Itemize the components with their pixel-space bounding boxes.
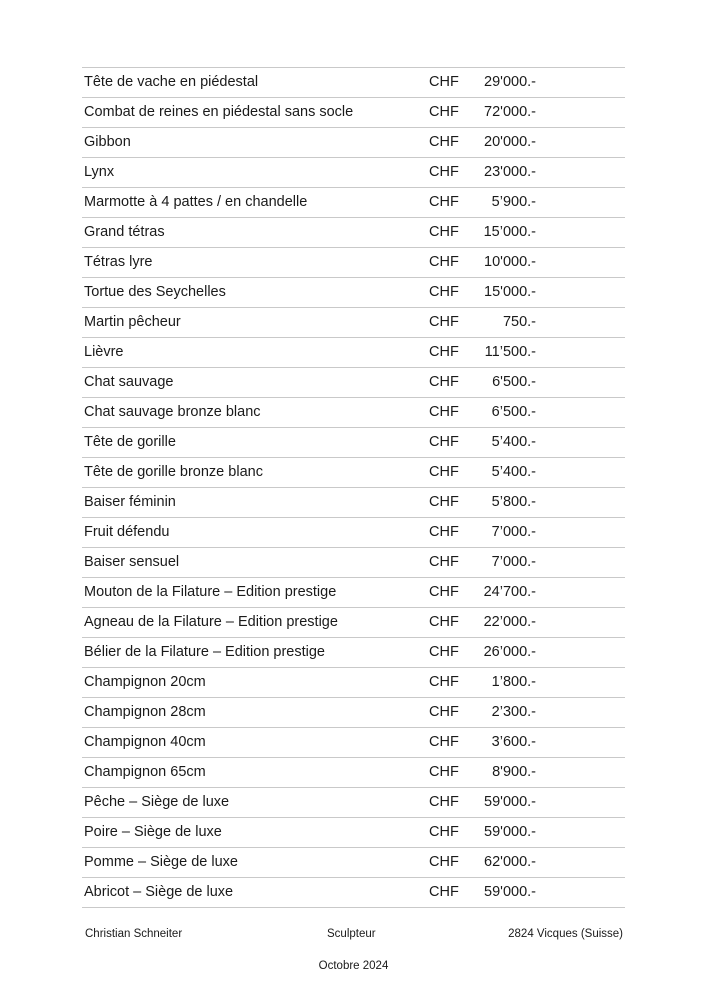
table-row — [82, 578, 625, 608]
item-currency: CHF — [429, 854, 459, 870]
table-row — [82, 698, 625, 728]
item-currency: CHF — [429, 794, 459, 810]
item-currency: CHF — [429, 824, 459, 840]
item-currency: CHF — [429, 884, 459, 900]
table-row — [82, 338, 625, 368]
item-currency: CHF — [429, 524, 459, 540]
item-name: Baiser sensuel — [84, 554, 180, 570]
item-currency: CHF — [429, 584, 459, 600]
item-price: 750.- — [502, 314, 536, 330]
table-row — [82, 608, 625, 638]
item-price: 15’000.- — [483, 224, 536, 240]
item-price: 29'000.- — [484, 74, 536, 90]
table-row — [82, 848, 625, 878]
table-row — [82, 548, 625, 578]
item-price: 24’700.- — [483, 584, 536, 600]
item-name: Champignon 40cm — [84, 734, 206, 750]
table-row — [82, 668, 625, 698]
table-row — [82, 638, 625, 668]
item-price: 1’800.- — [491, 674, 536, 690]
table-row — [82, 188, 625, 218]
item-currency: CHF — [429, 284, 459, 300]
item-price: 6’500.- — [491, 404, 536, 420]
item-price: 26’000.- — [483, 644, 536, 660]
table-row — [82, 788, 625, 818]
item-name: Bélier de la Filature – Edition prestige — [84, 644, 325, 660]
item-name: Lièvre — [84, 344, 124, 360]
item-price: 7’000.- — [491, 554, 536, 570]
item-price: 22’000.- — [483, 614, 536, 630]
table-row — [82, 728, 625, 758]
table-row — [82, 878, 625, 908]
item-currency: CHF — [429, 314, 459, 330]
item-name: Lynx — [84, 164, 115, 180]
item-price: 72'000.- — [484, 104, 536, 120]
item-name: Champignon 65cm — [84, 764, 206, 780]
item-price: 59'000.- — [484, 824, 536, 840]
item-price: 23'000.- — [484, 164, 536, 180]
artist-name: Christian Schneiter — [85, 928, 183, 940]
item-price: 59'000.- — [484, 794, 536, 810]
table-row — [82, 458, 625, 488]
item-price: 5’800.- — [491, 494, 536, 510]
table-row — [82, 278, 625, 308]
table-row — [82, 158, 625, 188]
item-price: 59'000.- — [484, 884, 536, 900]
item-currency: CHF — [429, 344, 459, 360]
item-currency: CHF — [429, 194, 459, 210]
table-row — [82, 428, 625, 458]
table-row — [82, 98, 625, 128]
item-name: Marmotte à 4 pattes / en chandelle — [84, 194, 308, 210]
item-name: Tortue des Seychelles — [84, 284, 226, 300]
table-row — [82, 368, 625, 398]
item-name: Poire – Siège de luxe — [84, 824, 222, 840]
item-currency: CHF — [429, 554, 459, 570]
item-price: 6'500.- — [492, 374, 536, 390]
table-row — [82, 488, 625, 518]
item-name: Combat de reines en piédestal sans socle — [84, 104, 354, 120]
item-currency: CHF — [429, 464, 459, 480]
item-name: Baiser féminin — [84, 494, 176, 510]
item-name: Tête de vache en piédestal — [84, 74, 259, 90]
item-name: Martin pêcheur — [84, 314, 181, 330]
artist-location: 2824 Vicques (Suisse) — [508, 928, 623, 940]
table-row — [82, 758, 625, 788]
item-name: Abricot – Siège de luxe — [84, 884, 234, 900]
item-currency: CHF — [429, 764, 459, 780]
item-currency: CHF — [429, 224, 459, 240]
item-name: Champignon 28cm — [84, 704, 206, 720]
item-price: 5’900.- — [491, 194, 536, 210]
item-name: Tétras lyre — [84, 254, 153, 270]
item-currency: CHF — [429, 494, 459, 510]
table-row — [82, 818, 625, 848]
item-currency: CHF — [429, 404, 459, 420]
table-row — [82, 398, 625, 428]
item-currency: CHF — [429, 254, 459, 270]
item-currency: CHF — [429, 704, 459, 720]
price-table — [82, 67, 625, 908]
item-price: 10'000.- — [484, 254, 536, 270]
item-name: Fruit défendu — [84, 524, 170, 540]
item-name: Tête de gorille bronze blanc — [84, 464, 263, 480]
artist-profession: Sculpteur — [327, 928, 376, 940]
item-name: Agneau de la Filature – Edition prestige — [84, 614, 338, 630]
table-row — [82, 308, 625, 338]
item-currency: CHF — [429, 164, 459, 180]
item-name: Grand tétras — [84, 224, 165, 240]
item-name: Chat sauvage bronze blanc — [84, 404, 261, 420]
item-currency: CHF — [429, 644, 459, 660]
item-price: 8'900.- — [492, 764, 536, 780]
item-currency: CHF — [429, 74, 459, 90]
item-name: Mouton de la Filature – Edition prestige — [84, 584, 337, 600]
table-row — [82, 518, 625, 548]
item-currency: CHF — [429, 734, 459, 750]
item-price: 20'000.- — [484, 134, 536, 150]
item-price: 7’000.- — [491, 524, 536, 540]
item-price: 3’600.- — [491, 734, 536, 750]
item-currency: CHF — [429, 374, 459, 390]
item-name: Chat sauvage — [84, 374, 174, 390]
item-currency: CHF — [429, 434, 459, 450]
item-currency: CHF — [429, 674, 459, 690]
item-price: 5’400.- — [491, 434, 536, 450]
item-price: 11’500.- — [484, 344, 536, 360]
table-row — [82, 68, 625, 98]
document-date: Octobre 2024 — [318, 960, 389, 972]
item-name: Pêche – Siège de luxe — [84, 794, 230, 810]
item-currency: CHF — [429, 104, 459, 120]
item-price: 62'000.- — [484, 854, 536, 870]
item-price: 2’300.- — [491, 704, 536, 720]
item-name: Champignon 20cm — [84, 674, 206, 690]
table-row — [82, 218, 625, 248]
table-row — [82, 128, 625, 158]
item-price: 15'000.- — [484, 284, 536, 300]
item-currency: CHF — [429, 134, 459, 150]
item-name: Gibbon — [84, 134, 131, 150]
item-name: Pomme – Siège de luxe — [84, 854, 238, 870]
item-currency: CHF — [429, 614, 459, 630]
item-name: Tête de gorille — [84, 434, 176, 450]
item-price: 5’400.- — [491, 464, 536, 480]
table-row — [82, 248, 625, 278]
